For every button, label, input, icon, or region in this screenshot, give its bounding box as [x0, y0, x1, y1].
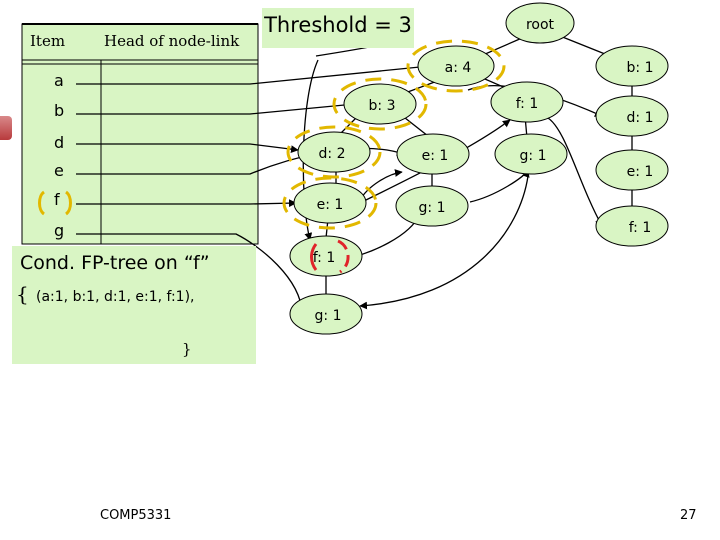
node-g1-left-label: g: 1 [314, 308, 342, 324]
node-g1-right-label: g: 1 [519, 148, 547, 164]
node-f1-right-label: f: 1 [628, 220, 652, 236]
node-e1-right-label: e: 1 [626, 164, 654, 180]
node-e1-mid-label: e: 1 [421, 148, 449, 164]
header-col-item: Item [30, 32, 66, 50]
header-item-b: b [54, 101, 65, 120]
node-f1-mid-label: f: 1 [515, 96, 539, 112]
header-item-d: d [54, 133, 65, 152]
header-item-g: g [54, 221, 65, 240]
node-f1-left-label: f: 1 [312, 250, 336, 266]
tree-nodes [284, 3, 668, 334]
cond-tree-title: Cond. FP-tree on “f” [20, 252, 210, 274]
header-col-head: Head of node-link [104, 32, 240, 50]
node-g1-mid-label: g: 1 [418, 200, 446, 216]
node-d1-label: d: 1 [626, 110, 654, 126]
node-root-label: root [525, 17, 555, 33]
header-item-a: a [54, 71, 64, 90]
node-b3-label: b: 3 [368, 98, 396, 114]
header-table [22, 24, 258, 244]
header-item-e: e [54, 161, 64, 180]
threshold-box: Threshold = 3 [262, 8, 414, 48]
cond-tree-content: (a:1, b:1, d:1, e:1, f:1), [36, 289, 195, 305]
node-a4-label: a: 4 [444, 60, 472, 76]
node-b1-label: b: 1 [626, 60, 654, 76]
node-e1-left-label: e: 1 [316, 197, 344, 213]
cond-tree-open-brace: { [16, 282, 29, 306]
footer-page-number: 27 [680, 508, 697, 523]
node-d2-label: d: 2 [318, 146, 346, 162]
cond-tree-close-brace: } [182, 340, 192, 358]
footer-course: COMP5331 [100, 508, 172, 523]
header-item-f: f [54, 190, 60, 209]
